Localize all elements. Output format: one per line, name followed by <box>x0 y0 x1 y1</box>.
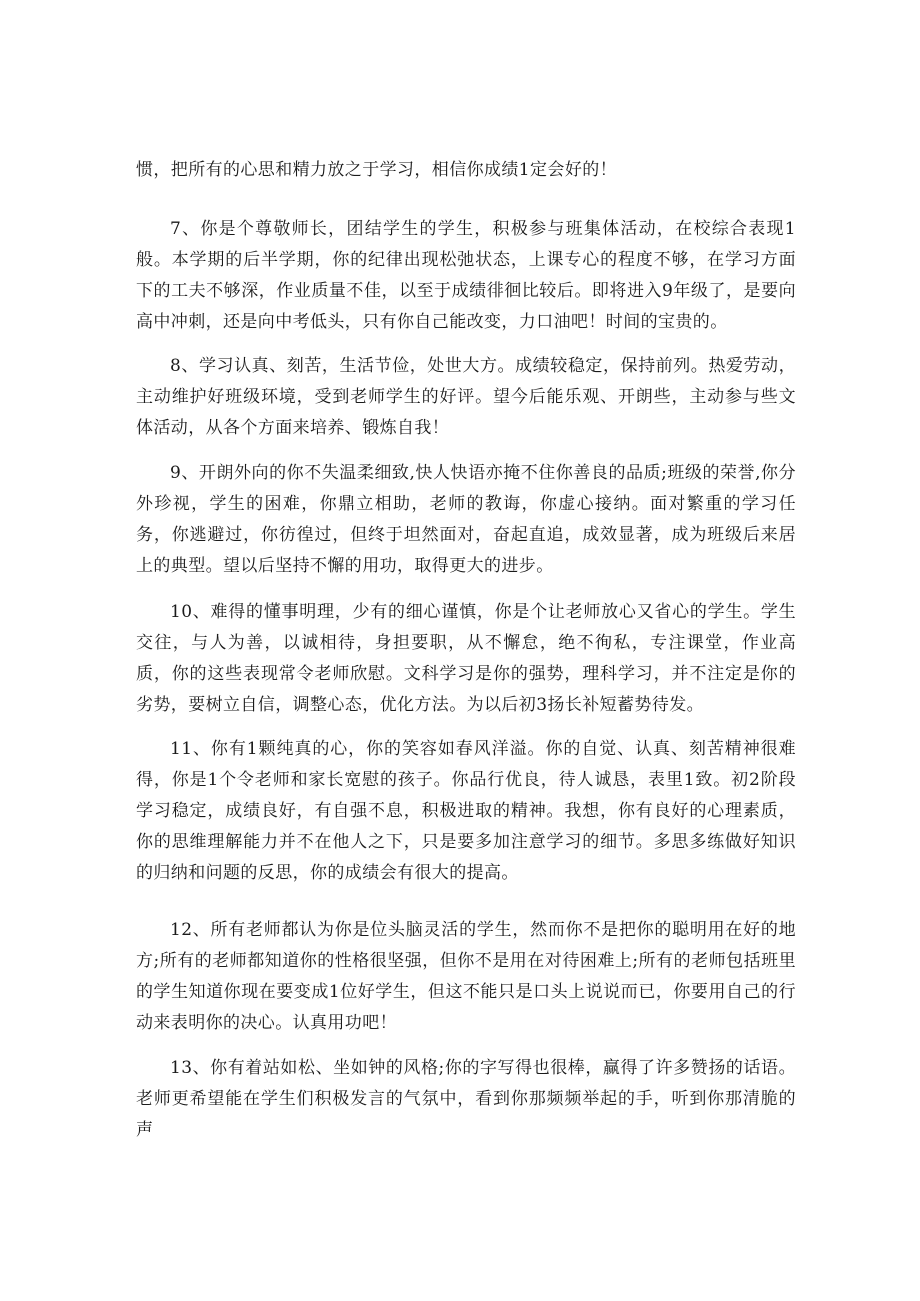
paragraph-comment-10: 10、难得的懂事明理，少有的细心谨慎，你是个让老师放心又省心的学生。学生交往，与人为善，以诚相待，身担要职，从不懈怠，绝不徇私，专注课堂，作业高质，你的这些表现常令老师欣慰。文科学习是你的强势，理科学习，并不注定是你的劣势，要树立自信，调整心态，优化方法。为以后初3扬长补短蓄势待发。 <box>136 602 796 715</box>
paragraph-continued: 惯，把所有的心思和精力放之于学习，相信你成绩1定会好的！ <box>136 160 618 180</box>
paragraph-comment-13: 13、你有着站如松、坐如钟的风格;你的字写得也很棒，赢得了许多赞扬的话语。老师更希望能在学生们积极发言的气氛中，看到你那频频举起的手，听到你那清脆的声 <box>136 1058 796 1140</box>
paragraph-comment-11: 11、你有1颗纯真的心，你的笑容如春风洋溢。你的自觉、认真、刻苦精神很难得，你是1个令老师和家长宽慰的孩子。你品行优良，待人诚恳，表里1致。初2阶段学习稳定，成绩良好，有自强不息，积极进取的精神。我想，你有良好的心理素质，你的思维理解能力并不在他人之下，只是要多加注意学习的细节。多思多练做好知识的归纳和问题的反思，你的成绩会有很大的提高。 <box>136 739 796 883</box>
paragraph-comment-8: 8、学习认真、刻苦，生活节俭，处世大方。成绩较稳定，保持前列。热爱劳动，主动维护好班级环境，受到老师学生的好评。望今后能乐观、开朗些，主动参与些文体活动，从各个方面来培养、锻炼自我！ <box>136 356 796 438</box>
paragraph-comment-7: 7、你是个尊敬师长，团结学生的学生，积极参与班集体活动，在校综合表现1般。本学期的后半学期，你的纪律出现松弛状态，上课专心的程度不够，在学习方面下的工夫不够深，作业质量不佳，以至于成绩徘徊比较后。即将进入9年级了，是要向高中冲刺，还是向中考低头，只有你自己能改变，力口油吧！时间的宝贵的。 <box>136 219 796 332</box>
paragraph-comment-9: 9、开朗外向的你不失温柔细致,快人快语亦掩不住你善良的品质;班级的荣誉,你分外珍视，学生的困难，你鼎立相助，老师的教诲，你虚心接纳。面对繁重的学习任务，你逃避过，你彷徨过，但终于坦然面对，奋起直追，成效显著，成为班级后来居上的典型。望以后坚持不懈的用功，取得更大的进步。 <box>136 463 796 576</box>
paragraph-comment-12: 12、所有老师都认为你是位头脑灵活的学生，然而你不是把你的聪明用在好的地方;所有的老师都知道你的性格很坚强，但你不是用在对待困难上;所有的老师包括班里的学生知道你现在要变成1位好学生，但这不能只是口头上说说而已，你要用自己的行动来表明你的决心。认真用功吧！ <box>136 920 796 1033</box>
